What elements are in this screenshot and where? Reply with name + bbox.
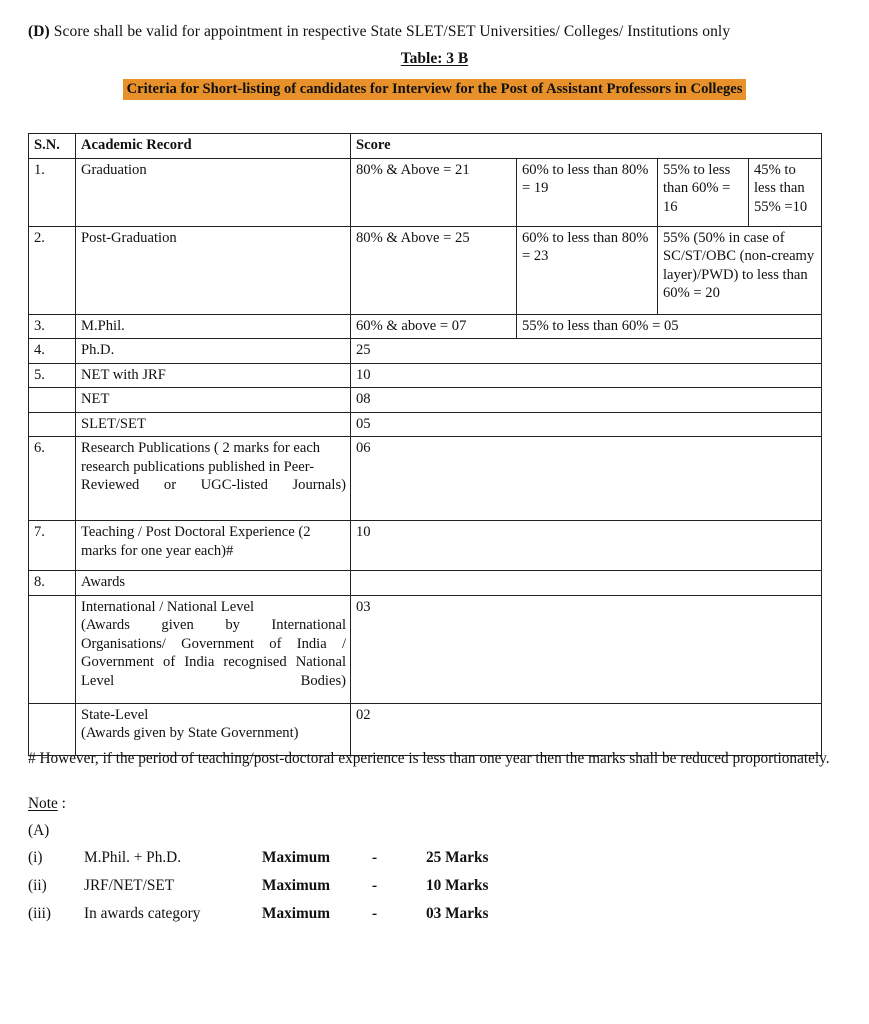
note-item-qualifier: Maximum bbox=[262, 849, 330, 866]
note-item-marks: 03 Marks bbox=[426, 905, 489, 922]
row-score-1: 80% & Above = 21 bbox=[351, 158, 517, 226]
row-record: Ph.D. bbox=[76, 339, 351, 364]
header-sn: S.N. bbox=[29, 134, 76, 159]
footnote-text: # However, if the period of teaching/post-doctoral experience is less than one year then the marks shall be reduced proportionately. bbox=[28, 750, 830, 767]
row-record: Research Publications ( 2 marks for each research publications published in Peer-Reviewed or UGC-listed Journals) bbox=[76, 437, 351, 521]
table-header-row bbox=[29, 134, 822, 159]
row-score-3: 55% to less than 60% = 16 bbox=[658, 158, 749, 226]
row-score-1: 03 bbox=[351, 595, 822, 703]
note-item-marks: 25 Marks bbox=[426, 849, 489, 866]
note-item-label: M.Phil. + Ph.D. bbox=[84, 849, 182, 866]
row-score-1: 10 bbox=[351, 363, 822, 388]
row-score-1: 02 bbox=[351, 703, 822, 755]
row-score-2: 55% to less than 60% = 05 bbox=[517, 314, 822, 339]
row-record: NET bbox=[76, 388, 351, 413]
note-item-marks: 10 Marks bbox=[426, 877, 489, 894]
table-number bbox=[0, 50, 869, 68]
row-record: Graduation bbox=[76, 158, 351, 226]
row-score-1: 80% & Above = 25 bbox=[351, 226, 517, 314]
note-label bbox=[28, 795, 66, 813]
row-sn bbox=[29, 595, 76, 703]
intro-label: (D) bbox=[28, 23, 50, 40]
row-record-line2: (Awards given by International Organisations/ Government of India / Government of India recognised National Level Bodies) bbox=[81, 617, 346, 689]
row-record: Awards bbox=[76, 571, 351, 596]
table-row bbox=[29, 571, 822, 596]
row-record: NET with JRF bbox=[76, 363, 351, 388]
row-record-line2: (Awards given by State Government) bbox=[81, 725, 299, 741]
row-score-1: 60% & above = 07 bbox=[351, 314, 517, 339]
note-item-row bbox=[28, 904, 588, 932]
criteria-table-container bbox=[28, 133, 821, 756]
criteria-table bbox=[28, 133, 822, 756]
note-item-label: JRF/NET/SET bbox=[84, 877, 175, 894]
note-item-roman: (iii) bbox=[28, 905, 51, 922]
row-record: Teaching / Post Doctoral Experience (2 marks for one year each)# bbox=[76, 521, 351, 571]
note-item-label: In awards category bbox=[84, 905, 201, 922]
row-record-line1: International / National Level bbox=[81, 598, 255, 615]
table-number-text: Table: 3 B bbox=[400, 50, 469, 67]
row-record: SLET/SET bbox=[76, 412, 351, 437]
row-sn: 3. bbox=[29, 314, 76, 339]
header-academic-record: Academic Record bbox=[76, 134, 351, 159]
row-score-1: 06 bbox=[351, 437, 822, 521]
table-row bbox=[29, 339, 822, 364]
row-score-2: 60% to less than 80% = 23 bbox=[517, 226, 658, 314]
note-label-word: Note bbox=[28, 795, 58, 812]
row-sn: 2. bbox=[29, 226, 76, 314]
row-record: M.Phil. bbox=[76, 314, 351, 339]
table-row bbox=[29, 363, 822, 388]
note-item-dash: - bbox=[372, 877, 378, 894]
table-row bbox=[29, 226, 822, 314]
table-row bbox=[29, 388, 822, 413]
table-row bbox=[29, 437, 822, 521]
note-item-dash: - bbox=[372, 849, 378, 866]
header-score: Score bbox=[351, 134, 822, 159]
note-item-qualifier: Maximum bbox=[262, 877, 330, 894]
row-sn: 8. bbox=[29, 571, 76, 596]
row-score-1 bbox=[351, 571, 822, 596]
table-title: Criteria for Short-listing of candidates for Interview for the Post of Assistant Professors in Colleges bbox=[123, 79, 747, 100]
note-label-colon: : bbox=[57, 795, 66, 812]
row-score-2: 60% to less than 80% = 19 bbox=[517, 158, 658, 226]
row-sn bbox=[29, 388, 76, 413]
note-item-row bbox=[28, 876, 588, 904]
row-sn bbox=[29, 412, 76, 437]
row-sn: 7. bbox=[29, 521, 76, 571]
row-score-3: 55% (50% in case of SC/ST/OBC (non-creamy layer)/PWD) to less than 60% = 20 bbox=[658, 226, 822, 314]
row-score-4: 45% to less than 55% =10 bbox=[749, 158, 822, 226]
note-item-dash: - bbox=[372, 905, 378, 922]
row-record bbox=[76, 595, 351, 703]
row-score-1: 25 bbox=[351, 339, 822, 364]
row-record: Post-Graduation bbox=[76, 226, 351, 314]
table-row bbox=[29, 521, 822, 571]
note-item-roman: (ii) bbox=[28, 877, 47, 894]
table-title-container bbox=[0, 79, 869, 100]
intro-text: Score shall be valid for appointment in respective State SLET/SET Universities/ Colleges/ Institutions only bbox=[49, 23, 731, 40]
row-record-line1: State-Level bbox=[81, 706, 149, 723]
row-sn: 6. bbox=[29, 437, 76, 521]
row-sn: 5. bbox=[29, 363, 76, 388]
note-item-qualifier: Maximum bbox=[262, 905, 330, 922]
row-score-1: 10 bbox=[351, 521, 822, 571]
note-section-a: (A) bbox=[28, 822, 50, 839]
note-items-table bbox=[28, 848, 588, 932]
row-sn: 4. bbox=[29, 339, 76, 364]
note-item-row bbox=[28, 848, 588, 876]
table-row bbox=[29, 595, 822, 703]
intro-paragraph bbox=[28, 22, 828, 42]
row-score-1: 05 bbox=[351, 412, 822, 437]
row-score-1: 08 bbox=[351, 388, 822, 413]
table-row bbox=[29, 412, 822, 437]
table-row bbox=[29, 314, 822, 339]
note-item-roman: (i) bbox=[28, 849, 43, 866]
table-row bbox=[29, 158, 822, 226]
row-sn: 1. bbox=[29, 158, 76, 226]
